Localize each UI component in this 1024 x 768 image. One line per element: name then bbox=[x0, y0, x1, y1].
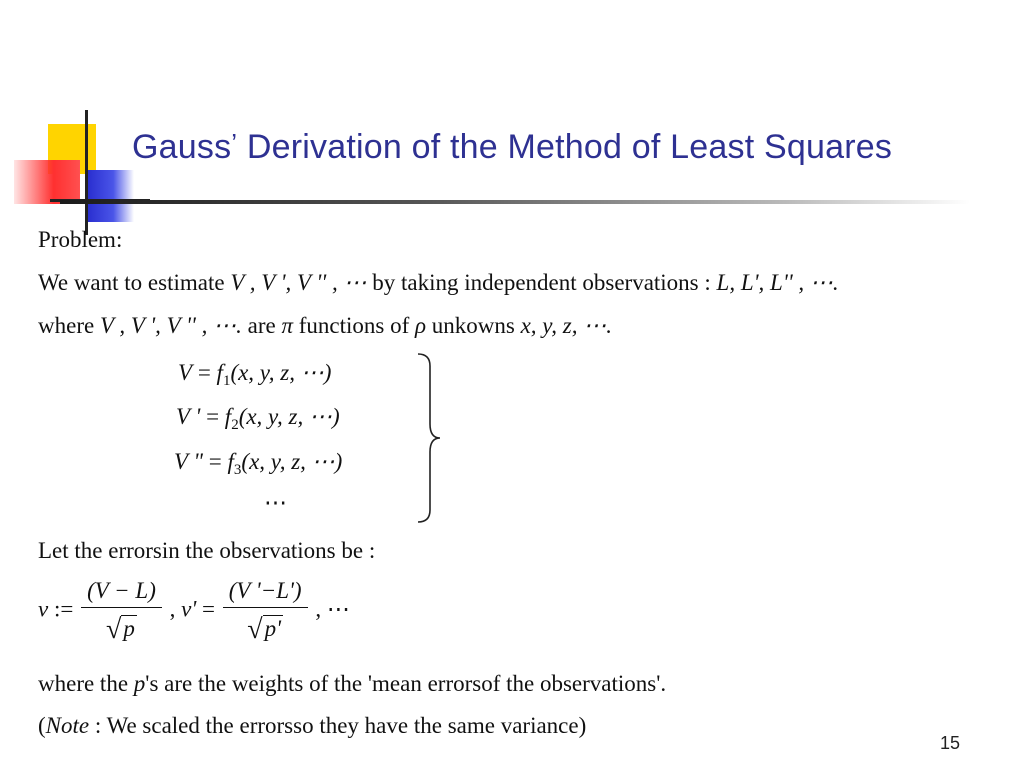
v-radicand: p bbox=[123, 616, 135, 641]
eq1-subscript: 1 bbox=[222, 373, 231, 389]
eq1-function: f bbox=[216, 360, 223, 385]
trailing-ellipsis: , ⋯ bbox=[309, 596, 350, 622]
v-denominator bbox=[81, 608, 162, 644]
line1-text-a: We want to estimate bbox=[38, 270, 231, 295]
sqrt-symbol: √ bbox=[247, 614, 263, 645]
vprime-numerator: (V '−L') bbox=[223, 578, 308, 608]
line2-text-b: are bbox=[241, 313, 282, 338]
title-part-1: Gauss bbox=[132, 128, 232, 166]
equation-3 bbox=[174, 449, 342, 479]
vprime-lhs: v' bbox=[181, 596, 197, 622]
line2-text-c: functions of bbox=[292, 313, 415, 338]
title-part-2: Derivation of the Method of Least Squares bbox=[237, 128, 893, 166]
vprime-denominator bbox=[223, 608, 308, 644]
eq2-arguments: (x, y, z, ⋯) bbox=[238, 404, 340, 429]
eq2-function: f bbox=[224, 404, 232, 429]
line1-variables: V , V ', V '' , ⋯ bbox=[230, 270, 367, 295]
problem-label bbox=[38, 227, 122, 253]
line2-pi-symbol: π bbox=[281, 313, 293, 338]
line2-rho-symbol: ρ bbox=[414, 313, 427, 338]
line2-text-d: unkowns bbox=[426, 313, 521, 338]
errors-intro bbox=[38, 538, 375, 564]
title-apostrophe: ’ bbox=[231, 128, 238, 158]
slide-title bbox=[132, 128, 892, 167]
line2-variables: V , V ', V '' , ⋯. bbox=[99, 313, 242, 338]
eq-dots: ⋯ bbox=[264, 490, 287, 515]
comma-separator: , bbox=[163, 596, 182, 622]
vprime-equals: = bbox=[196, 596, 221, 622]
eq1-equals: = bbox=[192, 360, 217, 385]
problem-label-text: Problem: bbox=[38, 227, 123, 252]
right-brace-shape bbox=[410, 352, 450, 524]
line1-text-b: by taking independent observations : bbox=[366, 270, 717, 295]
note-word: Note bbox=[45, 713, 90, 738]
equation-ellipsis bbox=[264, 490, 287, 516]
weights-line bbox=[38, 671, 666, 697]
sqrt-symbol: √ bbox=[106, 614, 122, 645]
line2-unknowns: x, y, z, ⋯. bbox=[520, 313, 612, 338]
problem-line-2 bbox=[38, 313, 612, 339]
equation-1 bbox=[178, 360, 331, 390]
v-assign: := bbox=[48, 596, 80, 622]
problem-line-1 bbox=[38, 270, 839, 296]
eq3-lhs: V " bbox=[174, 449, 204, 474]
eq3-equals: = bbox=[203, 449, 228, 474]
logo-vertical-line bbox=[85, 110, 88, 235]
note-line bbox=[38, 713, 586, 739]
v-fraction bbox=[81, 578, 162, 644]
red-square-shape bbox=[14, 160, 80, 204]
eq2-subscript: 2 bbox=[231, 417, 239, 433]
eq3-arguments: (x, y, z, ⋯) bbox=[241, 449, 343, 474]
line2-text-a: where bbox=[38, 313, 100, 338]
decorative-logo bbox=[0, 100, 150, 230]
note-rest: : We scaled the errorsso they have the same variance) bbox=[89, 713, 587, 738]
error-definitions bbox=[38, 578, 350, 644]
eq1-lhs: V bbox=[178, 360, 193, 385]
eq1-arguments: (x, y, z, ⋯) bbox=[230, 360, 332, 385]
vprime-fraction bbox=[223, 578, 308, 644]
eq3-subscript: 3 bbox=[233, 462, 242, 478]
page-number bbox=[940, 733, 960, 754]
eq3-function: f bbox=[227, 449, 234, 474]
eq2-equals: = bbox=[200, 404, 225, 429]
title-divider bbox=[60, 200, 970, 204]
v-lhs: v bbox=[38, 596, 49, 622]
note-open-paren: ( bbox=[38, 713, 46, 738]
vprime-radicand: p' bbox=[264, 616, 282, 641]
page-number-text: 15 bbox=[940, 733, 961, 753]
weights-text-b: 's are the weights of the 'mean errorsof the observations'. bbox=[145, 671, 667, 696]
weights-p: p bbox=[133, 671, 146, 696]
errors-intro-text: Let the errorsin the observations be : bbox=[38, 538, 376, 563]
v-numerator: (V − L) bbox=[81, 578, 162, 608]
equation-2 bbox=[176, 404, 340, 434]
weights-text-a: where the bbox=[38, 671, 134, 696]
eq2-lhs: V ' bbox=[176, 404, 201, 429]
line1-observations: L, L', L'' , ⋯. bbox=[716, 270, 839, 295]
blue-square-shape bbox=[88, 170, 134, 222]
